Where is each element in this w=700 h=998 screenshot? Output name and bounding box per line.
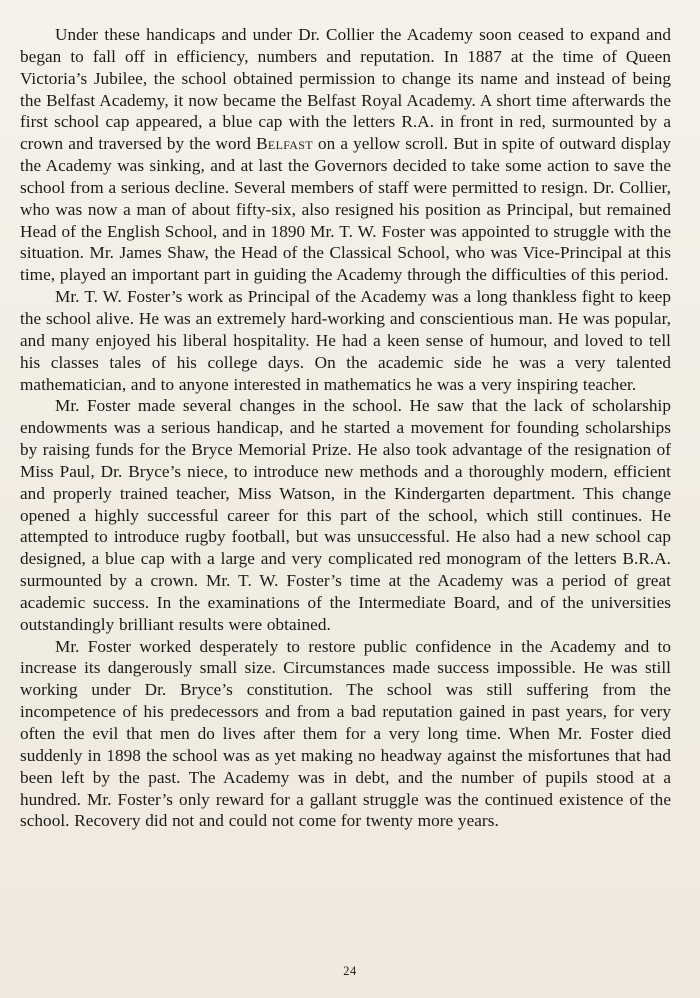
paragraph-1-smallcaps-word: Belfast [256,134,313,154]
paragraph-3: Mr. Foster made several changes in the school. He saw that the lack of scholarship endowments was a serious handicap, and he started a movement for founding scholarships by raising funds for the Bryce Memorial Prize. He also took advantage of the resignation of Miss Paul, Dr. Bryce’s niece, to introduce new methods and a thoroughly modern, efficient and properly trained teacher, Miss Watson, in the Kindergarten department. This change opened a highly successful career for this part of the school, which still continues. He attempted to introduce rugby football, but was unsuccessful. He also had a new school cap designed, a blue cap with a large and very complicated red monogram of the letters B.R.A. surmounted by a crown. Mr. T. W. Foster’s time at the Academy was a period of great academic success. In the examinations of the Intermediate Board, and of the universities outstandingly brilliant results were obtained. [20,396,671,634]
body-text [20,24,671,832]
paragraph-4: Mr. Foster worked desperately to restore public confidence in the Academy and to increase its dangerously small size. Circumstances made success impossible. He was still working under Dr. Bryce’s constitution. The school was still suffering from the incompetence of his predecessors and from a bad reputation gained in past years, for very often the evil that men do lives after them for a very long time. When Mr. Foster died suddenly in 1898 the school was as yet making no headway against the misfortunes that had been left by the past. The Academy was in debt, and the number of pupils stood at a hundred. Mr. Foster’s only reward for a gallant struggle was the continued existence of the school. Recovery did not and could not come for twenty more years. [20,636,671,831]
paragraph-1-text: Under these handicaps and under Dr. Collier the Academy soon ceased to expand and began to fall off in efficiency, numbers and reputation. In 1887 at the time of Queen Victoria’s Jubilee, the school obtained permission to change its name and instead of being the Belfast Academy, it now became the Belfast Royal Academy. A short time afterwards the first school cap appeared, a blue cap with the letters R.A. in front in red, surmounted by a crown and traversed by the word [20,25,671,154]
page-number: 24 [343,964,357,978]
paragraph-1-text-continued: on a yellow scroll. But in spite of outward display the Academy was sinking, and at last the Governors decided to take some action to save the school from a serious decline. Several members of staff were permitted to resign. Dr. Collier, who was now a man of about fifty-six, also resigned his position as Principal, but remained Head of the English School, and in 1890 Mr. T. W. Foster was appointed to struggle with the situation. Mr. James Shaw, the Head of the Classical School, who was Vice-Principal at this time, played an important part in guiding the Academy through the difficulties of this period. [20,134,671,285]
paragraph-2: Mr. T. W. Foster’s work as Principal of the Academy was a long thankless fight to keep the school alive. He was an extremely hard-working and conscientious man. He was popular, and many enjoyed his liberal hospitality. He had a keen sense of humour, and loved to tell his classes tales of his college days. On the academic side he was a very talented mathematician, and to anyone interested in mathematics he was a very inspiring teacher. [20,287,671,394]
paragraph-1 [20,24,671,286]
